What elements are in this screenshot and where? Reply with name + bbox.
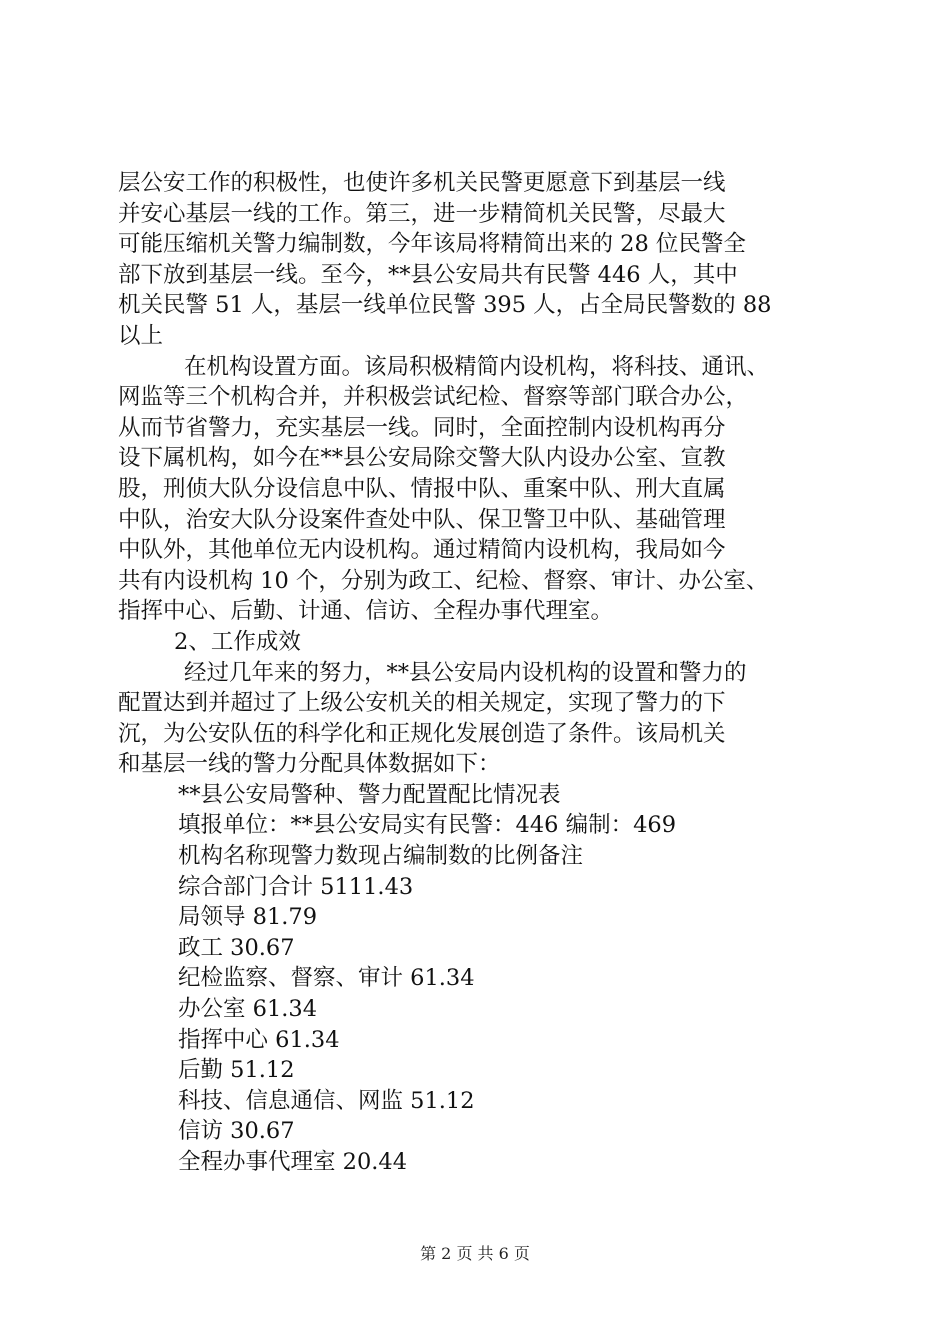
text-line: 中队，治安大队分设案件查处中队、保卫警卫中队、基础管理 [118,506,726,533]
text-line: 设下属机构，如今在**县公安局除交警大队内设办公室、宣教 [118,445,726,472]
table-header: 机构名称现警力数现占编制数的比例备注 [178,843,584,870]
table-row: 后勤 51.12 [178,1057,295,1084]
text-line: 层公安工作的积极性，也使许多机关民警更愿意下到基层一线 [118,170,726,196]
table-row: 政工 30.67 [178,934,295,961]
text-line: 沉，为公安队伍的科学化和正规化发展创造了条件。该局机关 [118,720,726,747]
text-line: 以上 [118,322,164,349]
staffing-table-text [118,780,838,1178]
text-line: 网监等三个机构合并，并积极尝试纪检、督察等部门联合办公， [118,384,749,411]
text-line: 中队外，其他单位无内设机构。通过精简内设机构，我局如今 [118,537,726,564]
table-row: 科技、信息通信、网监 51.12 [178,1087,475,1114]
table-meta: 填报单位：**县公安局实有民警：446 编制：469 [178,812,677,839]
paragraph-3 [118,658,838,780]
table-row: 纪检监察、督察、审计 61.34 [178,965,475,992]
text-line: 和基层一线的警力分配具体数据如下： [118,751,501,778]
text-line: 指挥中心、后勤、计通、信访、全程办事代理室。 [118,598,614,625]
text-line: 共有内设机构 10 个，分别为政工、纪检、督察、审计、办公室、 [118,567,769,594]
table-title: **县公安局警种、警力配置配比情况表 [178,781,561,808]
document-body [118,168,838,1178]
text-line: 股，刑侦大队分设信息中队、情报中队、重案中队、刑大直属 [118,475,726,502]
section-heading: 2、工作成效 [174,628,301,655]
text-line: 机关民警 51 人，基层一线单位民警 395 人，占全局民警数的 88 [118,292,772,319]
text-line: 从而节省警力，充实基层一线。同时，全面控制内设机构再分 [118,414,726,441]
table-row: 办公室 61.34 [178,996,318,1023]
text-line: 部下放到基层一线。至今，**县公安局共有民警 446 人，其中 [118,261,738,288]
text-line: 可能压缩机关警力编制数，今年该局将精简出来的 28 位民警全 [118,231,746,258]
paragraph-1 [118,168,838,352]
text-line: 并安心基层一线的工作。第三，进一步精简机关民警，尽最大 [118,200,726,227]
table-row: 综合部门合计 5111.43 [178,873,414,900]
text-line: 配置达到并超过了上级公安机关的相关规定，实现了警力的下 [118,690,726,717]
table-row: 信访 30.67 [178,1118,295,1145]
page-footer: 第 2 页 共 6 页 [420,1244,530,1263]
text-line: 经过几年来的努力，**县公安局内设机构的设置和警力的 [184,659,747,686]
paragraph-2 [118,352,838,627]
table-row: 指挥中心 61.34 [178,1026,340,1053]
text-line: 在机构设置方面。该局积极精简内设机构，将科技、通讯、 [184,353,770,380]
table-row: 全程办事代理室 20.44 [178,1149,408,1175]
table-row: 局领导 81.79 [178,904,318,931]
